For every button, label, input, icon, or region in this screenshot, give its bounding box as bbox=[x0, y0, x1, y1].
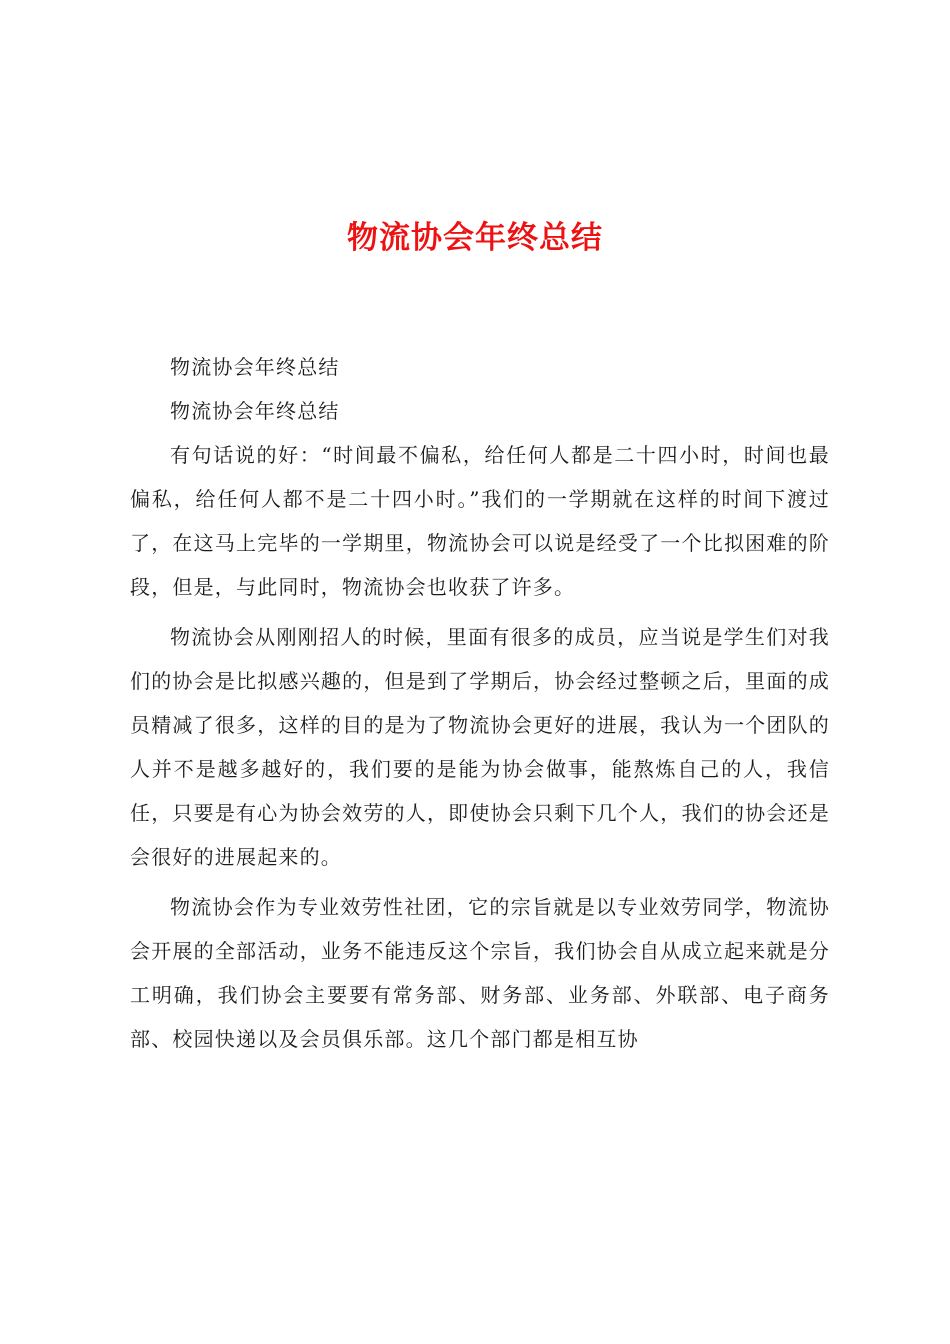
document-body bbox=[130, 345, 830, 1067]
paragraph-subtitle-2: 物流协会年终总结 bbox=[170, 399, 340, 423]
document-title: 物流协会年终总结 bbox=[347, 220, 603, 256]
paragraph-subtitle-1: 物流协会年终总结 bbox=[170, 355, 340, 379]
paragraph-intro: 有句话说的好：“时间最不偏私，给任何人都是二十四小时，时间也最偏私，给任何人都不是二十四小时。”我们的一学期就在这样的时间下渡过了，在这马上完毕的一学期里，物流协会可以说是经受了一个比拟困难的阶段，但是，与此同时，物流协会也收获了许多。 bbox=[130, 443, 830, 599]
paragraph-members: 物流协会从刚刚招人的时候，里面有很多的成员，应当说是学生们对我们的协会是比拟感兴趣的，但是到了学期后，协会经过整顿之后，里面的成员精减了很多，这样的目的是为了物流协会更好的进展，我认为一个团队的人并不是越多越好的，我们要的是能为协会做事，能熬炼自己的人，我信任，只要是有心为协会效劳的人，即使协会只剩下几个人，我们的协会还是会很好的进展起来的。 bbox=[130, 625, 830, 869]
paragraph-departments: 物流协会作为专业效劳性社团，它的宗旨就是以专业效劳同学，物流协会开展的全部活动，业务不能违反这个宗旨，我们协会自从成立起来就是分工明确，我们协会主要要有常务部、财务部、业务部、外联部、电子商务部、校园快递以及会员俱乐部。这几个部门都是相互协 bbox=[130, 895, 830, 1051]
